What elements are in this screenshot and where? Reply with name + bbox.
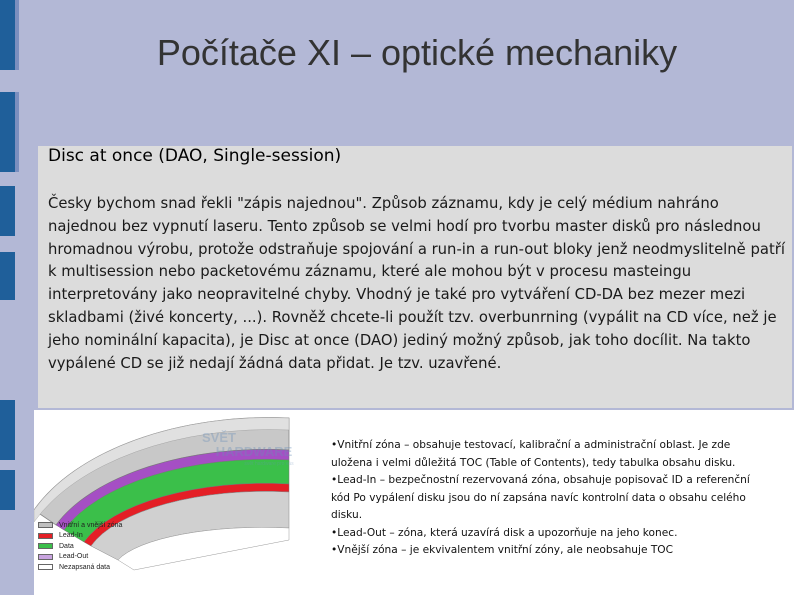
legend-label: Nezapsaná data	[59, 563, 110, 571]
decor-bar	[0, 400, 15, 460]
legend-swatch	[38, 554, 53, 560]
slide-title: Počítače XI – optické mechaniky	[156, 32, 678, 73]
list-item: • Vnější zóna – je ekvivalentem vnitřní zóny, ale neobsahuje TOC	[331, 542, 771, 560]
decor-bar-shade	[15, 92, 19, 172]
legend-item	[38, 541, 122, 552]
list-item: • Lead-Out – zóna, která uzavírá disk a upozorňuje na jeho konec.	[331, 525, 771, 543]
decor-bar	[0, 470, 15, 510]
legend-swatch	[38, 522, 53, 528]
section-heading: Disc at once (DAO, Single-session)	[48, 146, 342, 166]
decor-bar	[0, 252, 15, 300]
watermark-line2: HARDWARE	[215, 444, 293, 459]
watermark-line1: SVĚT	[202, 430, 236, 445]
legend-label: Lead-In	[59, 532, 83, 540]
legend-item	[38, 552, 122, 563]
list-item: • Vnitřní zóna – obsahuje testovací, kalibrační a administrační oblast. Je zde uložena i velmi důležitá TOC (Table of Contents), tedy tabulka obsahu disku.	[331, 437, 771, 472]
legend-swatch	[38, 564, 53, 570]
legend-item	[38, 520, 122, 531]
list-item: • Lead-In – bezpečnostní rezervovaná zóna, obsahuje popisovač ID a referenční kód Po vypálení disku jsou do ní zapsána navíc kontrolní data o obsahu celého disku.	[331, 472, 771, 525]
legend-item	[38, 562, 122, 573]
legend-swatch	[38, 533, 53, 539]
legend-swatch	[38, 543, 53, 549]
decor-bar	[0, 92, 15, 172]
diagram-legend	[38, 520, 122, 573]
legend-label: Lead-Out	[59, 553, 89, 561]
decor-bar	[0, 186, 15, 236]
zone-descriptions	[331, 437, 771, 560]
legend-item	[38, 531, 122, 542]
legend-label: Vnitřní a vnější zóna	[59, 521, 123, 529]
section-body: Česky bychom snad řekli "zápis najednou". Způsob záznamu, kdy je celý médium nahráno najednou bez vypnutí laseru. Tento způsob se velmi hodí pro tvorbu master disků pro následnou hromadnou výrobu, protože odstraňuje spojování a run-in a run-out bloky jenž neodmyslitelně patří k multisession nebo packetovému záznamu, které ale mohou být v procesu masteingu interpretovány jako neopravitelné chyby. Vhodný je také pro vytváření CD-DA bez mezer mezi skladbami (živé koncerty, ...). Rovněž chcete-li použít tzv. overbunrning (vypálit na CD více, než je jeho nominální kapacita), je Disc at once (DAO) jediný možný způsob, jak toho docílit. Na takto vypálené CD se již nedají žádná data přidat. Je tzv. uzavřené.	[48, 195, 785, 372]
watermark-sub: svět hardware pro vás	[244, 461, 294, 467]
legend-label: Data	[59, 542, 74, 550]
